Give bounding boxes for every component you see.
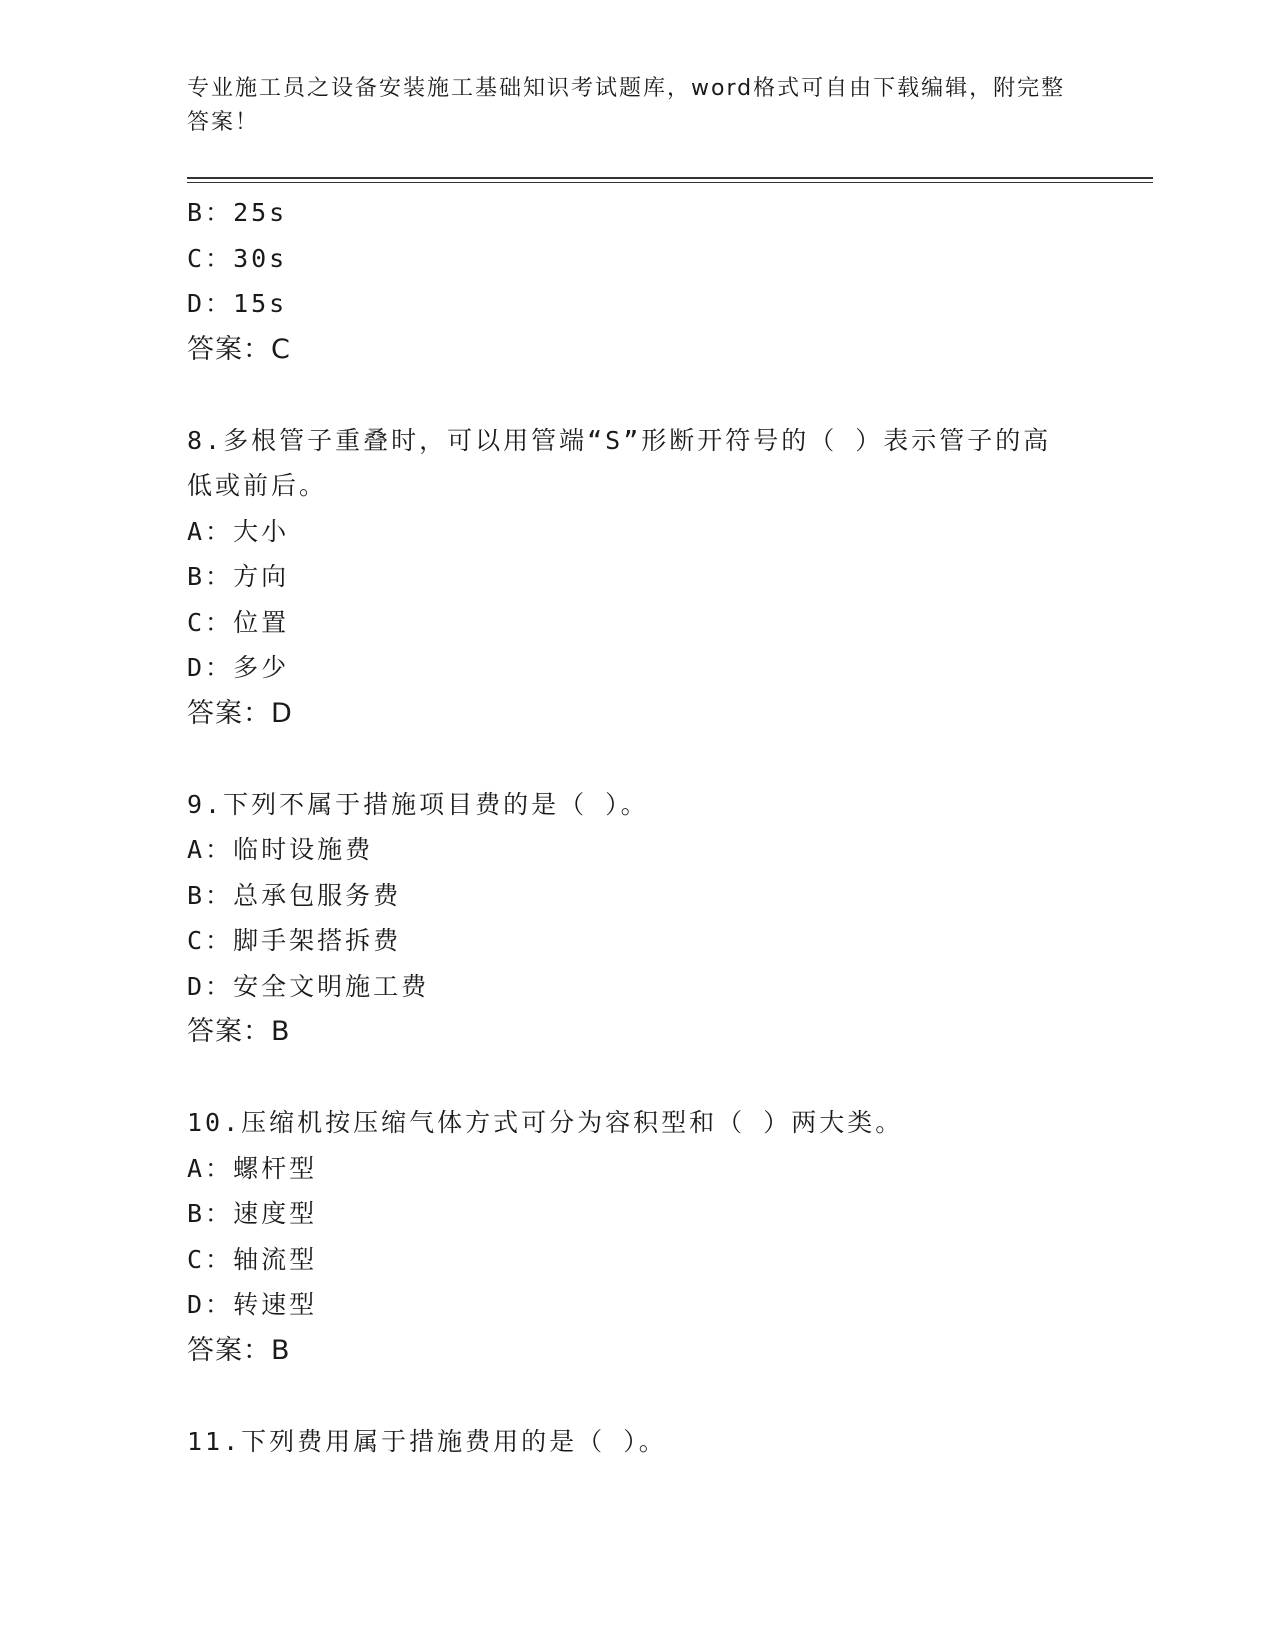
option-d: D：15s <box>187 289 288 318</box>
spacer <box>187 1373 1087 1419</box>
option-b: B：速度型 <box>187 1199 318 1228</box>
answer-line: 答案：C <box>187 333 291 365</box>
spacer <box>187 736 1087 782</box>
option-d: D：转速型 <box>187 1290 318 1319</box>
question-9-text: 9.下列不属于措施项目费的是（ ）。 <box>187 789 649 819</box>
header-divider-thin <box>187 182 1153 183</box>
option-c: C：位置 <box>187 607 290 637</box>
option-a: A：临时设施费 <box>187 835 374 864</box>
header-divider <box>187 177 1153 179</box>
spacer <box>187 372 1087 418</box>
option-d: D：安全文明施工费 <box>187 971 430 1001</box>
spacer <box>187 1055 1087 1101</box>
question-8-text: 8.多根管子重叠时，可以用管端“S”形断开符号的（ ）表示管子的高低或前后。 <box>187 425 1052 500</box>
question-11-text: 11.下列费用属于措施费用的是（ ）。 <box>187 1426 667 1456</box>
option-b: B：总承包服务费 <box>187 880 402 910</box>
option-d: D：多少 <box>187 653 290 682</box>
option-a: A：大小 <box>187 516 290 546</box>
option-c: C：30s <box>187 243 288 273</box>
question-content <box>187 190 1087 1464</box>
option-b: B：25s <box>187 198 288 227</box>
answer-line: 答案：D <box>187 697 293 729</box>
option-c: C：脚手架搭拆费 <box>187 926 402 955</box>
document-header: 专业施工员之设备安装施工基础知识考试题库，word格式可自由下载编辑，附完整答案！ <box>187 76 1066 135</box>
question-10-text: 10.压缩机按压缩气体方式可分为容积型和（ ）两大类。 <box>187 1108 904 1137</box>
option-c: C：轴流型 <box>187 1244 318 1274</box>
option-b: B：方向 <box>187 562 290 591</box>
option-a: A：螺杆型 <box>187 1153 318 1183</box>
answer-line: 答案：B <box>187 1016 291 1047</box>
answer-line: 答案：B <box>187 1334 291 1366</box>
